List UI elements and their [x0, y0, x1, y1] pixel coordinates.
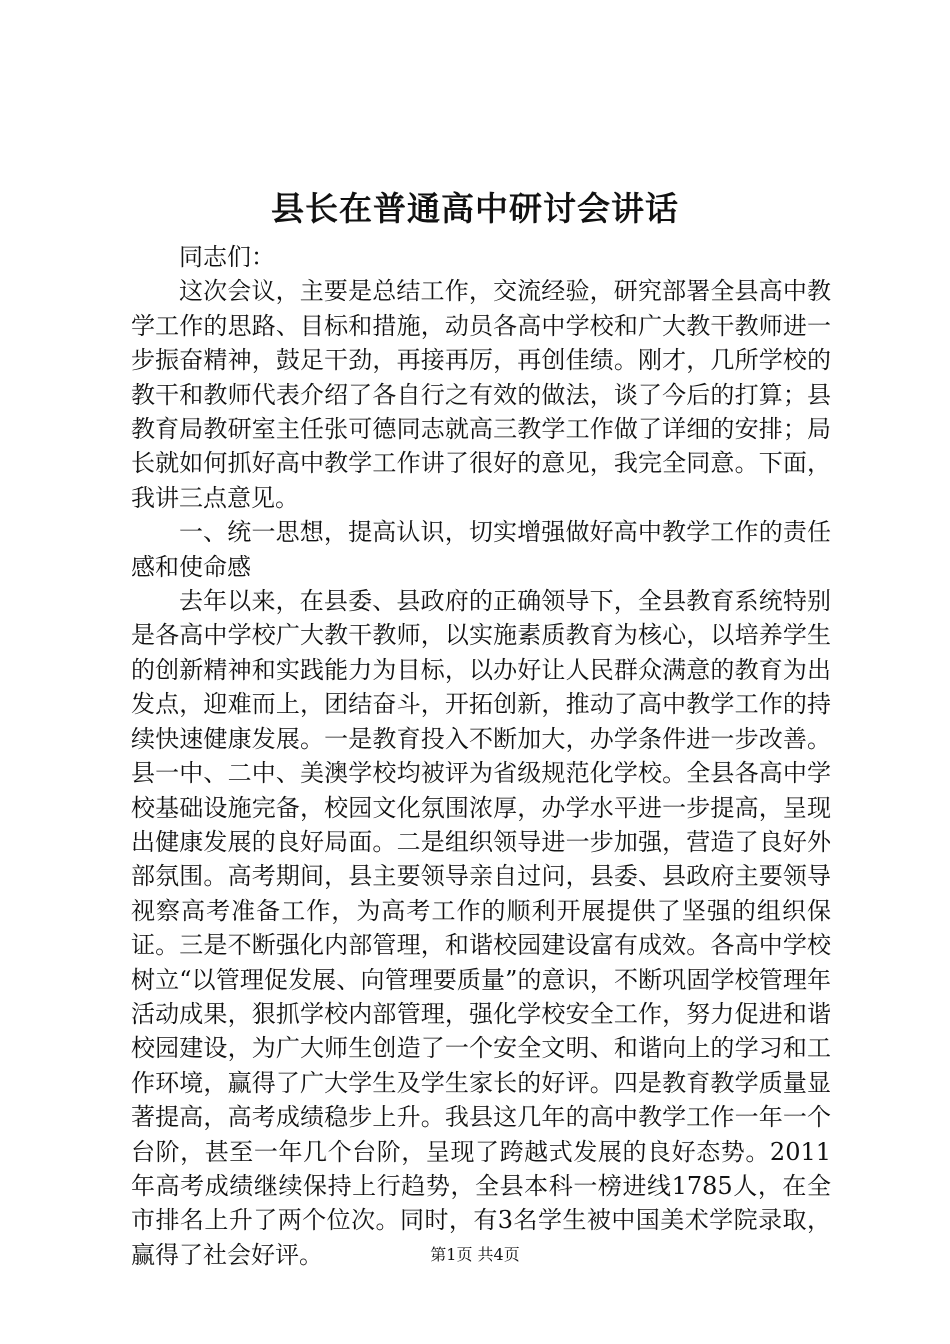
- salutation-paragraph: 同志们：: [179, 243, 275, 271]
- section-heading: 一、统一思想，提高认识，切实增强做好高中教学工作的责任感和使命感: [131, 518, 831, 581]
- page-number-footer: 第1页 共4页: [430, 1245, 520, 1264]
- document-title: 县长在普通高中研讨会讲话: [271, 189, 679, 228]
- document-body: [131, 240, 831, 1272]
- intro-paragraph: 这次会议，主要是总结工作，交流经验，研究部署全县高中教学工作的思路、目标和措施，动员各高中学校和广大教干教师进一步振奋精神，鼓足干劲，再接再厉，再创佳绩。刚才，几所学校的教干和教师代表介绍了各自行之有效的做法，谈了今后的打算；县教育局教研室主任张可德同志就高三教学工作做了详细的安排；局长就如何抓好高中教学工作讲了很好的意见，我完全同意。下面，我讲三点意见。: [131, 277, 831, 512]
- body-paragraph: 去年以来，在县委、县政府的正确领导下，全县教育系统特别是各高中学校广大教干教师，以实施素质教育为核心，以培养学生的创新精神和实践能力为目标，以办好让人民群众满意的教育为出发点，迎难而上，团结奋斗，开拓创新，推动了高中教学工作的持续快速健康发展。一是教育投入不断加大，办学条件进一步改善。县一中、二中、美澳学校均被评为省级规范化学校。全县各高中学校基础设施完备，校园文化氛围浓厚，办学水平进一步提高，呈现出健康发展的良好局面。二是组织领导进一步加强，营造了良好外部氛围。高考期间，县主要领导亲自过问，县委、县政府主要领导视察高考准备工作，为高考工作的顺利开展提供了坚强的组织保证。三是不断强化内部管理，和谐校园建设富有成效。各高中学校树立“以管理促发展、向管理要质量”的意识，不断巩固学校管理年活动成果，狠抓学校内部管理，强化学校安全工作，努力促进和谐校园建设，为广大师生创造了一个安全文明、和谐向上的学习和工作环境，赢得了广大学生及学生家长的好评。四是教育教学质量显著提高，高考成绩稳步上升。我县这几年的高中教学工作一年一个台阶，甚至一年几个台阶，呈现了跨越式发展的良好态势。2011年高考成绩继续保持上行趋势，全县本科一榜进线1785人，在全市排名上升了两个位次。同时，有3名学生被中国美术学院录取，赢得了社会好评。: [131, 587, 831, 1269]
